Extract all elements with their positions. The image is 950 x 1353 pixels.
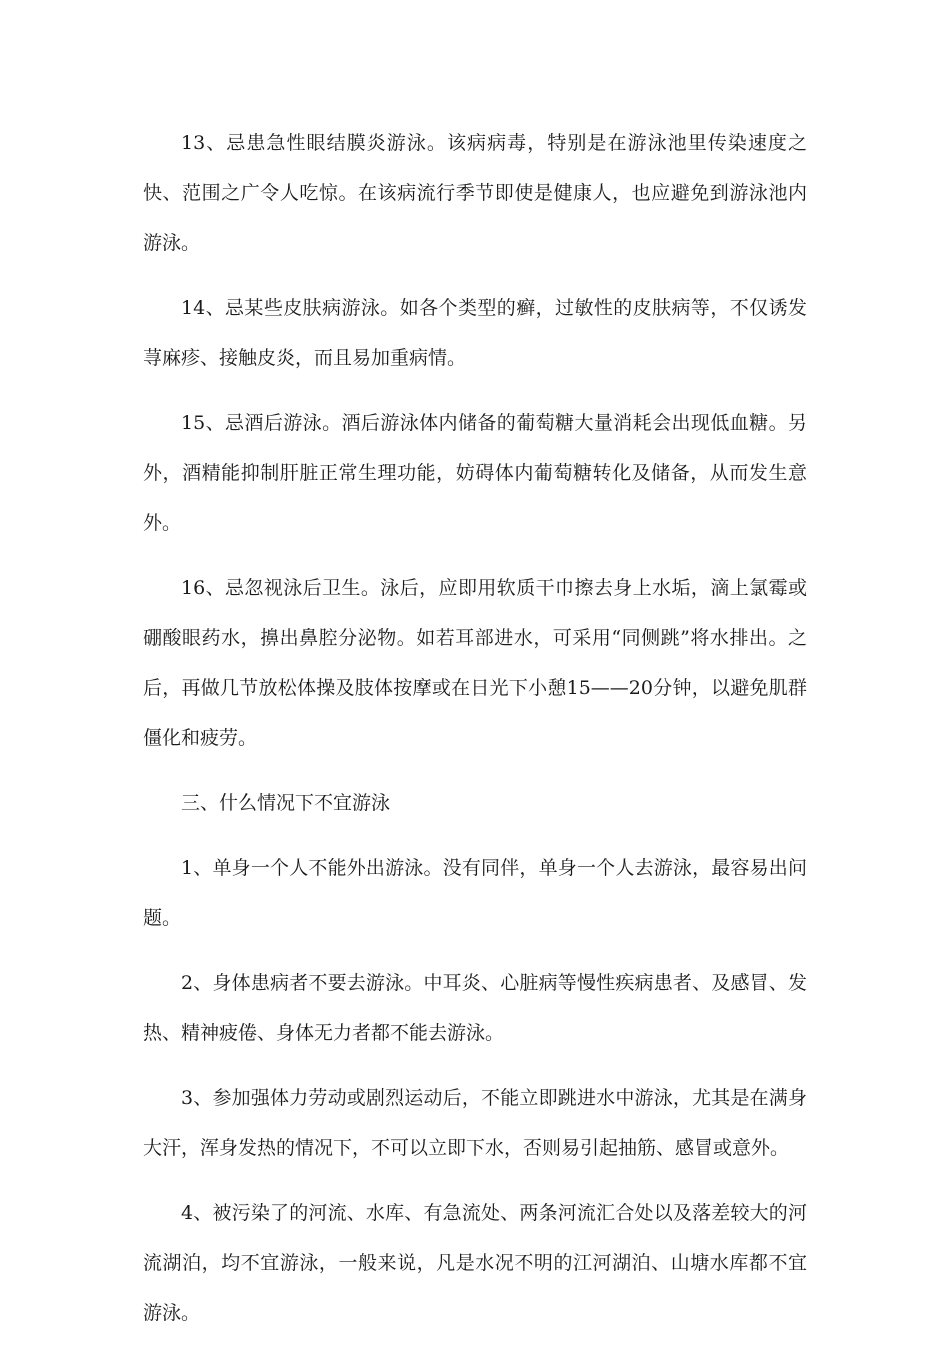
document-body	[143, 118, 807, 1353]
list-item-4: 4、被污染了的河流、水库、有急流处、两条河流汇合处以及落差较大的河流湖泊，均不宜游泳，一般来说，凡是水况不明的江河湖泊、山塘水库都不宜游泳。	[143, 1202, 807, 1324]
list-item-3: 3、参加强体力劳动或剧烈运动后，不能立即跳进水中游泳，尤其是在满身大汗，浑身发热的情况下，不可以立即下水，否则易引起抽筋、感冒或意外。	[143, 1087, 807, 1159]
list-item-1: 1、单身一个人不能外出游泳。没有同伴，单身一个人去游泳，最容易出问题。	[143, 857, 807, 929]
paragraph-15: 15、忌酒后游泳。酒后游泳体内储备的葡萄糖大量消耗会出现低血糖。另外，酒精能抑制肝脏正常生理功能，妨碍体内葡萄糖转化及储备，从而发生意外。	[143, 412, 807, 534]
paragraph-14: 14、忌某些皮肤病游泳。如各个类型的癣，过敏性的皮肤病等，不仅诱发荨麻疹、接触皮炎，而且易加重病情。	[143, 297, 807, 369]
section-heading: 三、什么情况下不宜游泳	[181, 792, 391, 814]
list-item-2: 2、身体患病者不要去游泳。中耳炎、心脏病等慢性疾病患者、及感冒、发热、精神疲倦、身体无力者都不能去游泳。	[143, 972, 807, 1044]
paragraph-13: 13、忌患急性眼结膜炎游泳。该病病毒，特别是在游泳池里传染速度之快、范围之广令人吃惊。在该病流行季节即使是健康人，也应避免到游泳池内游泳。	[143, 132, 807, 254]
paragraph-16: 16、忌忽视泳后卫生。泳后，应即用软质干巾擦去身上水垢，滴上氯霉或硼酸眼药水，擤出鼻腔分泌物。如若耳部进水，可采用“同侧跳”将水排出。之后，再做几节放松体操及肢体按摩或在日光下小憩15——20分钟，以避免肌群僵化和疲劳。	[143, 577, 807, 749]
